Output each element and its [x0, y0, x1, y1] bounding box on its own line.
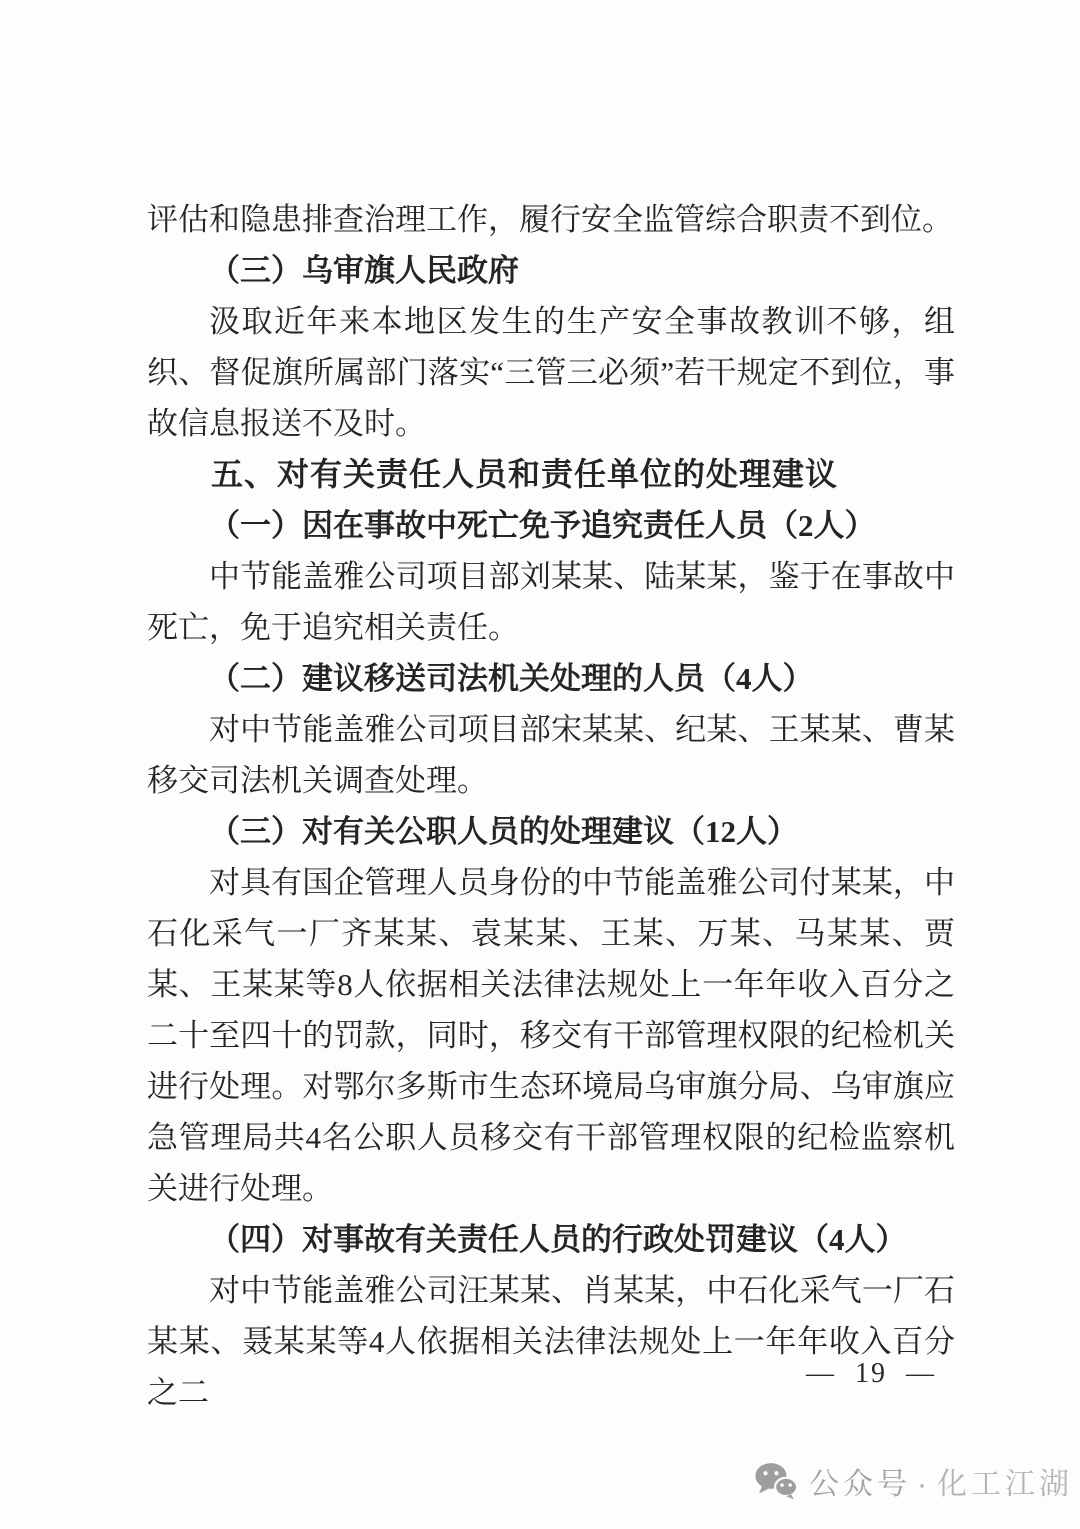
body-paragraph: 对具有国企管理人员身份的中节能盖雅公司付某某，中石化采气一厂齐某某、袁某某、王某、万某、马某某、贾某、王某某等8人依据相关法律法规处上一年年收入百分之二十至四十的罚款，同时，移交有干部管理权限的纪检机关进行处理。对鄂尔多斯市生态环境局乌审旗分局、乌审旗应急管理局共4名公职人员移交有干部管理权限的纪检监察机关进行处理。: [147, 865, 955, 1206]
body-paragraph: 中节能盖雅公司项目部刘某某、陆某某，鉴于在事故中死亡，免于追究相关责任。: [147, 559, 955, 645]
subsection-heading-3-government: （三）乌审旗人民政府: [209, 253, 519, 288]
body-paragraph: 对中节能盖雅公司汪某某、肖某某，中石化采气一厂石某某、聂某某等4人依据相关法律法规处上一年年收入百分之二: [147, 1273, 955, 1410]
document-body: [147, 194, 955, 1418]
body-paragraph-continuation: 评估和隐患排查治理工作，履行安全监管综合职责不到位。: [147, 202, 953, 237]
section-heading-5: 五、对有关责任人员和责任单位的处理建议: [211, 456, 839, 492]
page-number: — 19 —: [806, 1358, 936, 1389]
watermark-text: [809, 1459, 1073, 1503]
subsection-heading-3-public-officials: （三）对有关公职人员的处理建议（12人）: [209, 814, 798, 849]
watermark: [754, 1459, 1073, 1503]
body-paragraph: 汲取近年来本地区发生的生产安全事故教训不够，组织、督促旗所属部门落实“三管三必须”若干规定不到位，事故信息报送不及时。: [147, 304, 955, 441]
watermark-separator: ·: [917, 1468, 931, 1501]
body-paragraph: 对中节能盖雅公司项目部宋某某、纪某、王某某、曹某移交司法机关调查处理。: [147, 712, 955, 798]
subsection-heading-2-judicial: （二）建议移送司法机关处理的人员（4人）: [209, 661, 814, 696]
watermark-account-name: 化工江湖: [937, 1468, 1073, 1501]
subsection-heading-4-administrative: （四）对事故有关责任人员的行政处罚建议（4人）: [209, 1222, 907, 1257]
wechat-icon: [754, 1461, 798, 1501]
subsection-heading-1-exempt: （一）因在事故中死亡免予追究责任人员（2人）: [209, 508, 876, 543]
watermark-account-label: 公众号: [809, 1468, 911, 1501]
